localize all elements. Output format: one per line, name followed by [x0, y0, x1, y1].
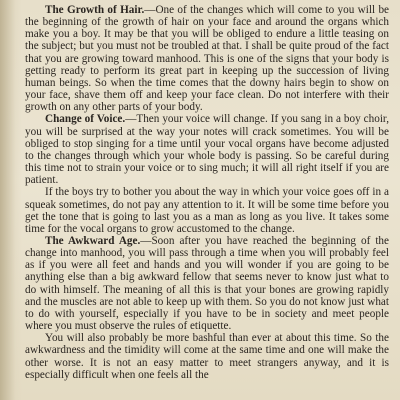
paragraph-body: —One of the changes which will come to you will be the beginning of the growth of hair on your face and around the organs which make you a boy. It may be that you will be obliged to endure a little teasing on the subject; but you must not be troubled at that. I shall be quite proud of the fact that you are growing toward manhood. This is one of the signs that your body is getting ready to perform its great part in keeping up the succession of living human beings. So when the time comes that the downy hairs begin to show on your face, shave them off and keep your face clean. Do not interfere with their growth on any other parts of your body. — [25, 4, 389, 114]
section-heading: The Awkward Age. — [45, 234, 141, 247]
paragraph-change-of-voice — [25, 113, 389, 186]
paragraph-bashfulness — [25, 332, 389, 381]
paragraph-awkward-age — [25, 235, 389, 332]
paragraph-body: You will also probably be more bashful than ever at about this time. So the awkwardness and the timidity will come at the same time and one will make the other worse. It is not an easy matter to meet strangers anyway, and it is especially difficult when one feels all the — [25, 332, 389, 381]
page-text — [25, 4, 389, 381]
paragraph-body: If the boys try to bother you about the way in which your voice goes off in a squeak sometimes, do not pay any attention to it. It will be some time before you get the tone that is going to last you as a man as long as you live. It takes some time for the vocal organs to grow accustomed to the change. — [25, 186, 389, 235]
paragraph-body: —Then your voice will change. If you sang in a boy choir, you will be surprised at the way your notes will crack sometimes. You will be obliged to stop singing for a time until your vocal organs have become adjusted to the changes through which your whole body is passing. So be careful during this time not to strain your voice or to sing much; it will all right itself if you are patient. — [25, 113, 389, 187]
paragraph-voice-continued — [25, 186, 389, 235]
section-heading: The Growth of Hair. — [45, 4, 145, 16]
paragraph-growth-of-hair — [25, 4, 389, 113]
section-heading: Change of Voice. — [45, 113, 126, 126]
paragraph-body: —Soon after you have reached the beginning of the change into manhood, you will pass through a time when you will probably feel as if you were all feet and hands and you will wonder if you are going to be anything else than a big awkward fellow that seems never to know just what to do with himself. The meaning of all this is that your bones are growing rapidly and the muscles are not able to keep up with them. So you do not know just what to do with yourself, especially if you have to be in society and meet people where you must observe the rules of etiquette. — [25, 234, 389, 333]
